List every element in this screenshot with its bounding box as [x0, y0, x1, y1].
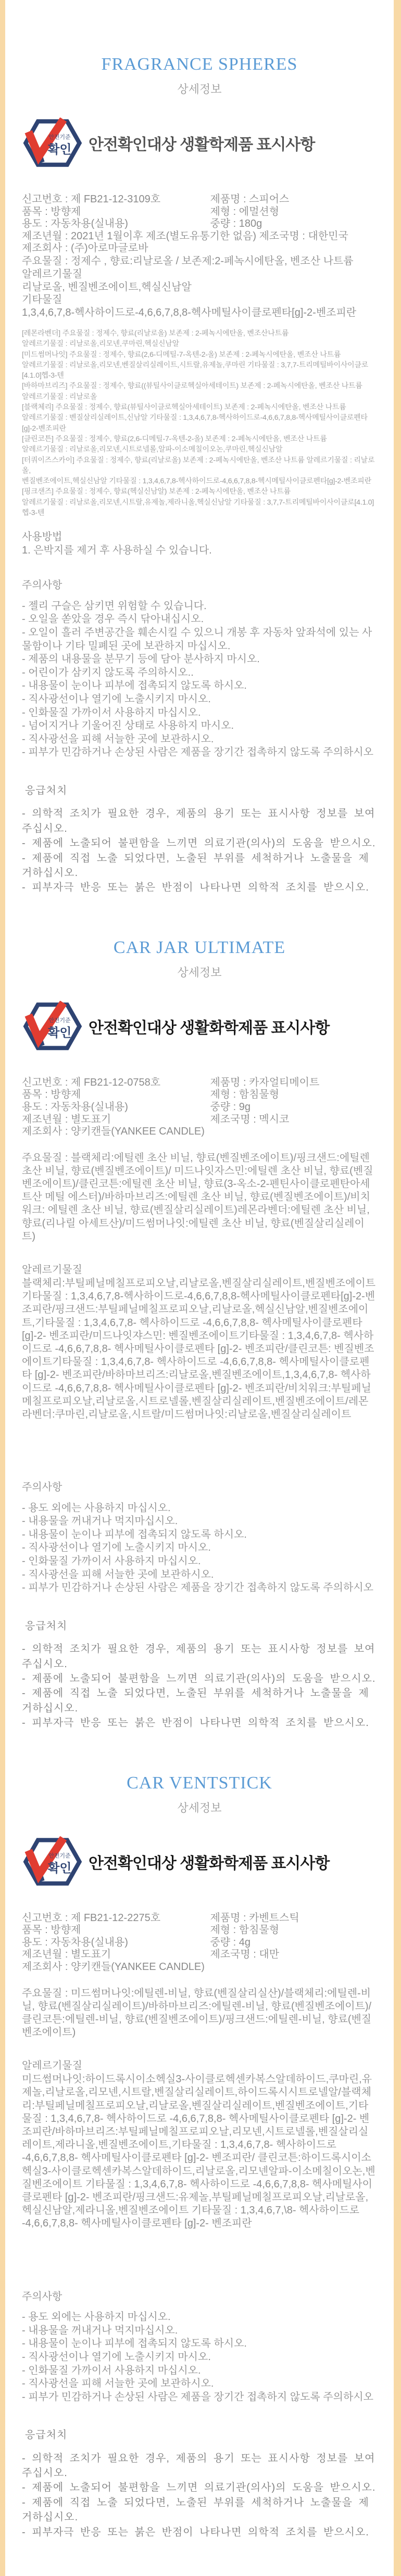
info-cell-left: 신고번호 : 제 FB21-12-0758호: [22, 1076, 161, 1088]
section-car-ventstick: [22, 1773, 377, 2540]
caution-item: - 내용물을 꺼내거나 먹지마십시오.: [22, 1515, 178, 1527]
cautions-header: 주의사항: [22, 1482, 62, 1493]
variant-substance-block: [22, 328, 377, 518]
section-subtitle: 상세정보: [177, 1801, 222, 1814]
first-aid-item: - 제품에 직접 노출 되었다면, 노출된 부위를 세척하거나 노출물을 제거하십시오.: [22, 2496, 369, 2523]
info-row: [22, 1089, 377, 1101]
safety-cert-row: [22, 118, 377, 169]
variant-line: [바하마브리즈] 주요물질 : 정제수, 향료((뷰틸사이클로헥실아세테이트) 보존제 : 2-페녹시에탄올, 벤조산 나트륨: [22, 381, 362, 390]
info-cell-left: 제조년월 : 별도표기: [22, 1949, 111, 1961]
info-row: [22, 206, 377, 218]
product-info-table: [22, 194, 377, 255]
safety-check-badge-icon: [22, 1836, 82, 1887]
first-aid-item: - 피부자극 반응 또는 붉은 반점이 나타나면 의학적 조치를 받으시오.: [22, 2526, 369, 2538]
info-cell-left: 품목 : 방향제: [22, 1924, 81, 1936]
cautions-block: [22, 579, 377, 759]
info-cell-left: 신고번호 : 제 FB21-12-2275호: [22, 1912, 161, 1924]
caution-item: - 제품의 내용물을 분무기 등에 담아 분사하지 마시오.: [22, 653, 260, 665]
caution-item: - 직사광선을 피해 서늘한 곳에 보관하시오.: [22, 1568, 214, 1580]
variant-line: [미드썸머나잇] 주요물질 : 정제수, 향료(2,6-디메틸-7-옥텐-2-올) 보존제 : 2-페녹시에탄올, 벤조산 나트륨: [22, 350, 341, 358]
caution-item: - 피부가 민감하거나 손상된 사람은 제품을 장기간 접촉하지 않도록 주의하시오: [22, 746, 373, 758]
info-row: [22, 1912, 377, 1925]
variant-line: [핑크샌즈] 주요물질 : 정제수, 향료(헥실신남알) 보존제 : 2-페녹시에탄올, 벤조산 나트륨: [22, 487, 291, 496]
substance-line: 기타물질: [22, 294, 62, 306]
caution-item: - 직사광선을 피해 서늘한 곳에 보관하시오.: [22, 2378, 214, 2390]
variant-line: 알레르기물질 : 리날로올,리모넨,쿠마린,헥실신남알: [22, 339, 179, 348]
product-info-table: [22, 1912, 377, 1974]
info-cell-right: 중량 : 4g: [210, 1936, 251, 1948]
info-row: 제조년월 : 2021년 1월이후 제조(별도유통기한 없음) 제조국명 : 대한민국: [22, 230, 348, 242]
substance-line: 1,3,4,6,7,8-헥사하이드로-4,6,6,7,8,8-헥사메틸사이클로펜타[g]-2-벤조피란: [22, 307, 357, 319]
safety-cert-row: [22, 1001, 377, 1052]
caution-item: - 직사광선이나 열기에 노출시키지 마시오.: [22, 1542, 211, 1554]
info-row: [22, 1114, 377, 1126]
info-cell-left: 품목 : 방향제: [22, 205, 81, 217]
variant-line: [레몬라벤더] 주요물질 : 정제수, 향료(리날로올) 보존제 : 2-페녹시에탄올, 벤조산나트륨: [22, 328, 289, 337]
substance-paragraph: 주요물질 : 미드썸머나잇:에틸렌-비닐, 향료(벤질살리실산)/블랙체리:에틸렌-비닐, 향료(벤질살리실레이트)/바하마브리즈:에틸렌-비닐, 향료(벤질벤조에이트)/ 클린코튼:에틸렌-비닐, 향료(벤질벤조에이트)/핑크샌드:에틸렌-비닐, 향료(벤질벤조에이트): [22, 1987, 372, 2039]
info-row: [22, 1937, 377, 1949]
variant-line: 벤질벤조에이트,헥실신남알 기타물질 : 1,3,4,6,7,8-헥사하이드로-4,6,6,7,8,8-헥시메틸사이클로펜타[g]-2-벤조피란: [22, 476, 371, 485]
section-subtitle: 상세정보: [177, 83, 222, 96]
info-cell-right: 제형 : 함침물형: [210, 1089, 280, 1101]
allergens-paragraph: 블랙체리:부틸페닐메칠프로피오날,리날로올,벤질살리실레이트,벤질벤조에이트 기타물질 : 1,3,4,6,7,8-헥사하이드로-4,6,6,7,8,8-헥사메틸사이클로펜타[g]-2-벤조피란/핑크샌드:부틸페닐메칠프로피오날,리날로올,헥실신남알,벤질벤조에이트,기타물질 : 1,3,4,6,7,8- 헥사하이드로 -4,6,6,7,8,8- 헥사메틸사이클로펜타 [g]-2- 벤조피란/미드나잇쟈스민: 벤질벤조에이트기타물질 : 1,3,4,6,7,8- 헥사하이드로 -4,6,6,7,8,8- 헥사메틸사이클로펜타 [g]-2- 벤조피란/클린코튼: 벤질벤조에이트기타물질 : 1,3,4,6,7,8- 헥사하이드로 -4,6,6,7,8,8- 헥사메틸사이클로펜타 [g]-2- 벤조피란/바하마브리즈:리날로올,벤질벤조에이트,1,3,4,6,7,8- 헥사하이드로 -4,6,6,7,8,8- 헥사메틸사이클로펜타 [g]-2- 벤조피란/비치워크:부틸페닐메칠프로피오날,리날로올,시트로넬롤,벤질살리실레이트,벤질벤조에이트/레몬라벤더:쿠마린,리날로올,시트랄/미드썸머나잇:리날로올,벤질살리실레이트: [22, 1278, 376, 1420]
info-cell-left: 신고번호 : 제 FB21-12-3109호: [22, 194, 161, 205]
substance-block: [22, 255, 377, 319]
variant-line: [클린코튼] 주요물질 : 정제수, 향료(2,6-디메틸-7-옥텐-2-올) 보존제 : 2-페녹시에탄올, 벤조산 나트륨: [22, 434, 327, 443]
info-row: 제조회사 : 양키캔들(YANKEE CANDLE): [22, 1126, 205, 1138]
first-aid-item: - 의학적 조치가 필요한 경우, 제품의 용기 또는 표시사항 정보를 보여주십시오.: [22, 1643, 375, 1670]
first-aid-item: - 제품에 직접 노출 되었다면, 노출된 부위를 세척하거나 노출물을 제거하십시오.: [22, 852, 369, 879]
first-aid-item: - 제품에 노출되어 불편함을 느끼면 의료기관(의사)의 도움을 받으시오.: [22, 1673, 376, 1685]
substance-line: 주요물질 : 정제수 , 향료:리날로올 / 보존제:2-페녹시에탄올, 벤조산 나트륨: [22, 255, 354, 267]
first-aid-item: - 의학적 조치가 필요한 경우, 제품의 용기 또는 표시사항 정보를 보여주십시오.: [22, 2452, 375, 2479]
caution-item: - 어린이가 삼키지 않도록 주의하시오..: [22, 666, 194, 678]
safety-cert-row: [22, 1836, 377, 1887]
caution-item: - 직사광선이나 열기에 노출시키지 마시오.: [22, 2351, 211, 2363]
info-cell-left: 용도 : 자동차용(실내용): [22, 1101, 128, 1113]
section-fragrance-spheres: [22, 55, 377, 895]
caution-item: - 내용물이 눈이나 피부에 접촉되지 않도록 하시오.: [22, 1528, 247, 1540]
info-cell-left: 용도 : 자동차용(실내용): [22, 1936, 128, 1948]
first-aid-header: 응급처치: [25, 1620, 68, 1632]
allergens-header: 알레르기물질: [22, 1264, 82, 1276]
caution-item: - 용도 외에는 사용하지 마십시오.: [22, 1502, 171, 1514]
info-cell-right: 제품명 : 스피어스: [210, 194, 290, 205]
variant-line: [터쿼이즈스카이] 주요물질 : 정제수, 향료(리날로올) 보존제 : 2-페녹시에탄올, 벤조산 나트륨 알레르기물질 : 리날로올,: [22, 455, 375, 474]
info-cell-left: 용도 : 자동차용(실내용): [22, 218, 128, 230]
caution-item: - 인화물질 가까이서 사용하지 마십시오.: [22, 2364, 201, 2376]
first-aid-item: - 피부자극 반응 또는 붉은 반점이 나타나면 의학적 조치를 받으시오.: [22, 1717, 369, 1729]
first-aid-header: 응급처치: [25, 785, 68, 797]
safety-check-badge-icon: [22, 1001, 82, 1052]
info-cell-left: 품목 : 방향제: [22, 1089, 81, 1101]
first-aid-block: [22, 2428, 377, 2540]
allergens-header: 알레르기물질: [22, 2060, 82, 2072]
caution-item: - 넘어지거나 기울어진 상태로 사용하지 마시오.: [22, 720, 234, 732]
caution-item: - 인화물질 가까이서 사용하지 마십시오.: [22, 706, 201, 718]
variant-line: [블랙체리] 주요물질 : 정제수, 향료(뷰틸사이클로헥실아세테이트) 보존제 : 2-페녹시에탄올, 벤조산 나트륨: [22, 403, 346, 411]
info-row: [22, 1949, 377, 1961]
info-cell-right: 제조국명 : 멕시코: [210, 1113, 290, 1125]
first-aid-item: - 제품에 노출되어 불편함을 느끼면 의료기관(의사)의 도움을 받으시오.: [22, 2482, 376, 2494]
info-cell-right: 중량 : 180g: [210, 218, 262, 230]
section-subtitle: 상세정보: [177, 965, 222, 979]
first-aid-item: - 의학적 조치가 필요한 경우, 제품의 용기 또는 표시사항 정보를 보여주십시오.: [22, 808, 375, 834]
caution-item: - 직사광선이나 열기에 노출시키지 마시오.: [22, 693, 211, 705]
svg-text:확인: 확인: [47, 1025, 72, 1039]
section-car-jar-ultimate: [22, 938, 377, 1731]
variant-line: 알레르기물질 : 리날로올,리모넨,시트로넬롤,알파-이소메칠이오논,쿠마린,헥실신남알: [22, 445, 283, 454]
substance-line: 알레르기물질: [22, 268, 82, 280]
product-title: FRAGRANCE SPHERES: [101, 55, 298, 74]
caution-item: - 직사광선을 피해 서늘한 곳에 보관하시오.: [22, 733, 214, 745]
caution-item: - 인화물질 가까이서 사용하지 마십시오.: [22, 1555, 201, 1567]
first-aid-header: 응급처치: [25, 2429, 68, 2441]
usage-header: 사용방법: [22, 531, 62, 543]
info-cell-right: 중량 : 9g: [210, 1101, 251, 1113]
caution-item: - 피부가 민감하거나 손상된 사람은 제품을 장기간 접촉하지 않도록 주의하시오: [22, 1582, 373, 1594]
label-heading: 안전확인대상 생활화학제품 표시사항: [89, 1019, 330, 1037]
first-aid-item: - 피부자극 반응 또는 붉은 반점이 나타나면 의학적 조치를 받으시오.: [22, 882, 369, 894]
caution-item: - 오일을 쏟았을 경우 즉시 닦아내십시오.: [22, 613, 204, 625]
safety-check-badge-icon: [22, 118, 82, 169]
info-row: 제조회사 : (주)아로마글로바: [22, 242, 148, 254]
product-title: CAR JAR ULTIMATE: [113, 937, 286, 957]
label-heading: 안전확인대상 생활학제품 표시사항: [89, 136, 315, 153]
first-aid-block: [22, 1619, 377, 1731]
cautions-block: [22, 1481, 377, 1595]
info-row: [22, 1077, 377, 1089]
product-title: CAR VENTSTICK: [127, 1773, 272, 1793]
svg-text:안전기준: 안전기준: [48, 134, 71, 140]
label-heading: 안전확인대상 생활화학제품 표시사항: [89, 1854, 330, 1872]
substance-line: 리날로올, 벤질벤조에이트,헥실신남알: [22, 281, 192, 293]
caution-item: - 젤리 구슬은 삼키면 위험할 수 있습니다.: [22, 600, 207, 612]
variant-line: 알레르기물질 : 리날로올,리모넨,벤질살리실레이트,시트랄,유제놀,쿠마린 기타물질 : 3,7,7-트리메틸바이사이클로[4.1.0]헵-3-텐: [22, 360, 369, 380]
variant-line: 알레르기물질 : 리날로올: [22, 392, 97, 401]
caution-item: - 용도 외에는 사용하지 마십시오.: [22, 2311, 171, 2323]
info-cell-left: 제조년월 : 별도표기: [22, 1113, 111, 1125]
info-cell-right: 제형 : 함침물형: [210, 1924, 280, 1936]
info-row: [22, 194, 377, 206]
info-row: [22, 1101, 377, 1114]
info-row: 제조회사 : 양키캔들(YANKEE CANDLE): [22, 1961, 205, 1973]
variant-line: 알레르기물질 : 리날로올,리모넨,시트랄,유제놀,제라니올,헥실신남알 기타물질 : 3,7,7-트리메틸바이사이클로[4.1.0]헵-3-텐: [22, 497, 374, 517]
svg-text:확인: 확인: [47, 142, 72, 156]
variant-line: 알레르기물질 : 벤질살리실레이트,신남알 기타물질 : 1,3,4,6,7,8-헥사하이드로-4,6,6,7,8,8-헥사메틸사이클로펜타[g]-2-벤조피란: [22, 413, 368, 432]
caution-item: - 피부가 민감하거나 손상된 사람은 제품을 장기간 접촉하지 않도록 주의하시오: [22, 2391, 373, 2403]
usage-block: [22, 530, 377, 557]
caution-item: - 내용물이 눈이나 피부에 접촉되지 않도록 하시오.: [22, 2338, 247, 2350]
svg-text:안전기준: 안전기준: [48, 1017, 71, 1024]
usage-step: 1. 은박지를 제거 후 사용하실 수 있습니다.: [22, 545, 212, 557]
first-aid-item: - 제품에 직접 노출 되었다면, 노출된 부위를 세척하거나 노출물을 제거하십시오.: [22, 1688, 369, 1714]
info-row: [22, 1924, 377, 1937]
cautions-block: [22, 2290, 377, 2404]
info-row: [22, 218, 377, 230]
svg-text:확인: 확인: [47, 1861, 72, 1875]
info-cell-right: 제품명 : 카벤트스틱: [210, 1912, 299, 1924]
caution-item: - 오일이 흘러 주변공간을 훼손시킬 수 있으니 개봉 후 자동차 앞좌석에 있는 사물함이나 기타 밀폐된 곳에 보관하지 마십시오.: [22, 627, 372, 652]
caution-item: - 내용물이 눈이나 피부에 접촉되지 않도록 하시오.: [22, 680, 247, 692]
cautions-header: 주의사항: [22, 579, 62, 591]
product-info-table: [22, 1077, 377, 1138]
info-cell-right: 제품명 : 카자얼티메이트: [210, 1076, 320, 1088]
first-aid-block: [22, 783, 377, 895]
substance-paragraph: 주요물질 : 블랙체리:에틸렌 초산 비닐, 향료(벤질벤조에이트)/핑크샌드:에틸렌 초산 비닐, 향료(벤질벤조에이트)/ 미드나잇자스민:에틸렌 초산 비닐, 향료(벤질벤조에이트)/클린코튼:에틸렌 초산 비닐, 향료(3-옥소-2-펜틴사이클로펜탄아세트산 메틸 에스터)/바하마브리즈:에틸렌 초산 비닐, 향료(벤질벤조에이트)/비치워크: 에틸렌 초산 비닐, 향료(벤질살리실레이트)레몬라벤더:에틸렌 초산 비닐, 향료(리나릴 아세트산)/미드썸머나잇:에틸렌 초산 비닐, 향료(벤질살리실레이트): [22, 1152, 373, 1242]
info-cell-right: 제조국명 : 대만: [210, 1949, 280, 1961]
first-aid-item: - 제품에 노출되어 불편함을 느끼면 의료기관(의사)의 도움을 받으시오.: [22, 838, 376, 849]
svg-text:안전기준: 안전기준: [48, 1852, 71, 1859]
cautions-header: 주의사항: [22, 2290, 62, 2302]
caution-item: - 내용물을 꺼내거나 먹지마십시오.: [22, 2324, 178, 2336]
allergens-paragraph: 미드썸머나잇:하이드록시이소헥실3-사이클로헥센카복스알데하이드,쿠마린,유제놀,리날로올,리모넨,시트랄,벤질살리실레이트,하이드록시시트로넬알/블랙체리:부틸페닐메칠프로피오날,리날로올,벤질살리실레이트,벤질벤조에이트,기타물질 : 1,3,4,6,7,8- 헥사하이드로 -4,6,6,7,8,8- 헥사메틸사이클로펜타 [g]-2- 벤조피란/바하마브리즈:부틸페닐메칠프로피오날,리모넨,시트로넬롤,벤질살리실레이트,제라니올,벤질벤조에이트,기타물질 : 1,3,4,6,7,8- 헥사하이드로 -4,6,6,7,8,8- 헥사메틸사이클로펜타 [g]-2- 벤조피란/ 클린코튼:하이드록시이소헥실3-사이클로헥센카복스알데하이드,리날로올,리모넨알파-이소메칠이오논,벤질벤조에이트 기타물질 : 1,3,4,6,7,8- 헥사하이드로 -4,6,6,7,8,8- 헥사메틸사이클로펜타 [g]-2- 벤조피란/핑크샌드:유제놀,부틸페닐메칠프로피오날,리날로올,헥실신남알,제라니올,벤질벤조에이트 기타물질 : 1,3,4,6,7,\8- 헥사하이드로 -4,6,6,7,8,8- 헥사메틸사이클로펜타 [g]-2- 벤조피란: [22, 2073, 375, 2230]
info-cell-right: 제형 : 에멀션형: [210, 205, 280, 217]
